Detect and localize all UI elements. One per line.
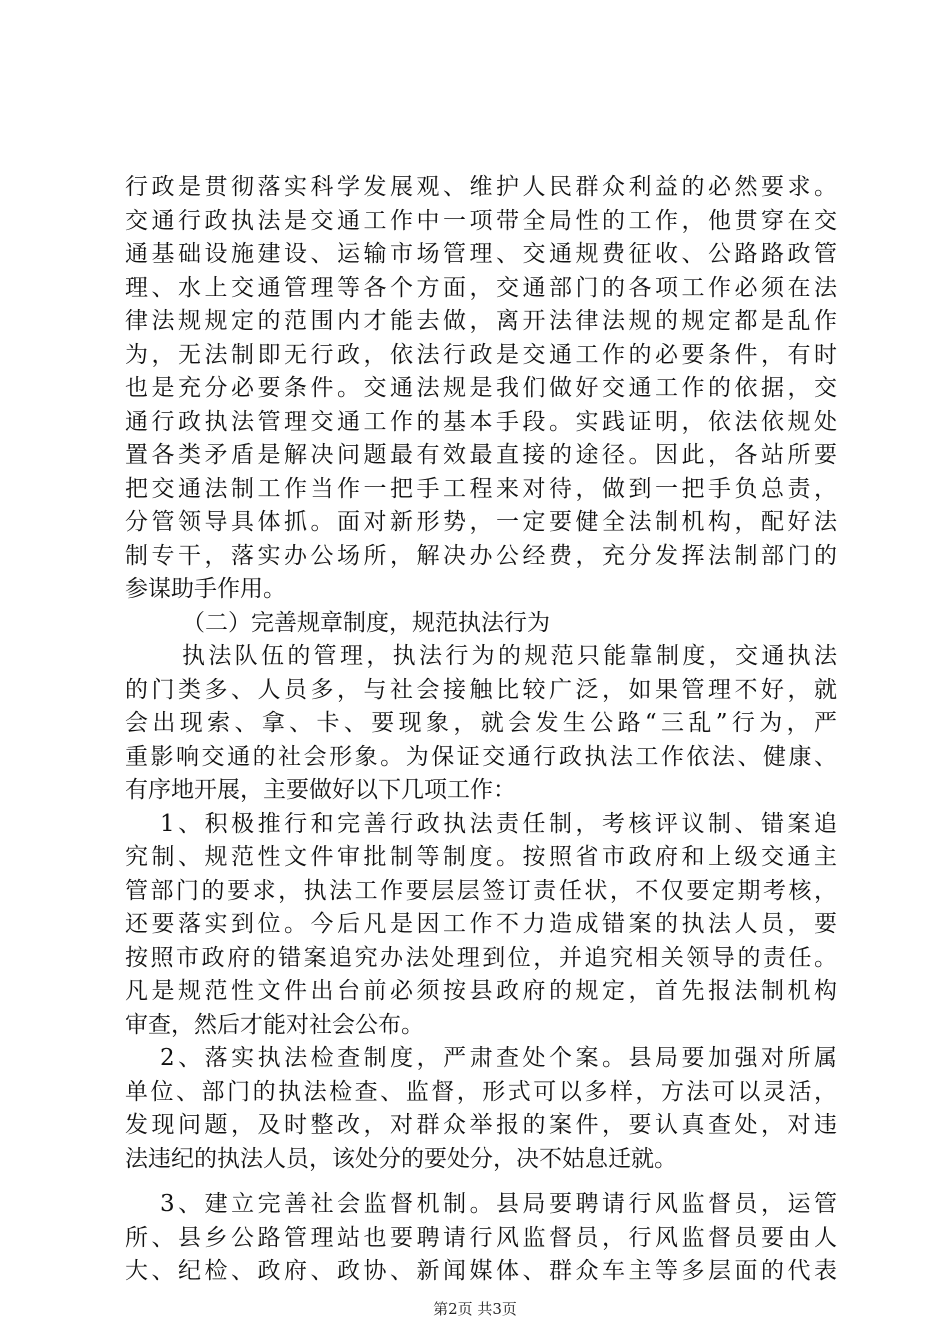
- text-line: 按照市政府的错案追究办法处理到位，并追究相关领导的责任。: [125, 944, 837, 971]
- text-line: 3、建立完善社会监督机制。县局要聘请行风监督员，运管: [160, 1191, 837, 1217]
- text-line: 的门类多、人员多，与社会接触比较广泛，如果管理不好，就: [125, 676, 837, 703]
- section-heading: （二）完善规章制度，规范执法行为: [182, 609, 550, 636]
- text-line: 大、纪检、政府、政协、新闻媒体、群众车主等多层面的代表: [125, 1258, 837, 1284]
- text-line: 还要落实到位。今后凡是因工作不力造成错案的执法人员，要: [125, 911, 837, 937]
- text-line: 通行政执法管理交通工作的基本手段。实践证明，依法依规处: [125, 408, 837, 435]
- text-line: 1、积极推行和完善行政执法责任制，考核评议制、错案追: [160, 810, 837, 837]
- page-footer: 第2页 共3页: [433, 1300, 517, 1318]
- text-line: 所、县乡公路管理站也要聘请行风监督员，行风监督员要由人: [125, 1224, 837, 1251]
- text-line: 理、水上交通管理等各个方面，交通部门的各项工作必须在法: [125, 274, 837, 301]
- text-line: 2、落实执法检查制度，严肃查处个案。县局要加强对所属: [160, 1045, 837, 1071]
- text-line: 审查，然后才能对社会公布。: [125, 1011, 424, 1038]
- text-line: 凡是规范性文件出台前必须按县政府的规定，首先报法制机构: [125, 978, 837, 1004]
- text-line: 法违纪的执法人员，该处分的要处分，决不姑息迁就。: [125, 1145, 677, 1172]
- text-line: 通基础设施建设、运输市场管理、交通规费征收、公路路政管: [125, 241, 837, 267]
- text-line: 管部门的要求，执法工作要层层签订责任状，不仅要定期考核，: [125, 877, 837, 904]
- text-line: 律法规规定的范围内才能去做，离开法律法规的规定都是乱作: [125, 308, 837, 334]
- text-line: 为，无法制即无行政，依法行政是交通工作的必要条件，有时: [125, 341, 837, 368]
- text-line: 有序地开展，主要做好以下几项工作：: [125, 777, 516, 803]
- text-line: 置各类矛盾是解决问题最有效最直接的途径。因此，各站所要: [125, 442, 837, 468]
- text-line: 重影响交通的社会形象。为保证交通行政执法工作依法、健康、: [125, 743, 837, 770]
- text-line: 行政是贯彻落实科学发展观、维护人民群众利益的必然要求。: [125, 174, 837, 200]
- text-line: 也是充分必要条件。交通法规是我们做好交通工作的依据，交: [125, 375, 837, 401]
- text-line: 把交通法制工作当作一把手工程来对待，做到一把手负总责，: [125, 475, 837, 502]
- text-line: 单位、部门的执法检查、监督，形式可以多样，方法可以灵活，: [125, 1078, 837, 1105]
- text-line: 分管领导具体抓。面对新形势，一定要健全法制机构，配好法: [125, 509, 837, 535]
- document-body: [125, 171, 837, 1289]
- text-line: 制专干，落实办公场所，解决办公经费，充分发挥法制部门的: [125, 542, 837, 569]
- text-line: 交通行政执法是交通工作中一项带全局性的工作，他贯穿在交: [125, 207, 837, 234]
- text-line: 究制、规范性文件审批制等制度。按照省市政府和上级交通主: [125, 844, 837, 870]
- paragraph-gap: [125, 1176, 837, 1188]
- text-line: 发现问题，及时整改，对群众举报的案件，要认真查处，对违: [125, 1112, 837, 1138]
- text-line: 参谋助手作用。: [125, 576, 286, 602]
- text-line: 执法队伍的管理，执法行为的规范只能靠制度，交通执法: [182, 643, 837, 669]
- text-line: 会出现索、拿、卡、要现象，就会发生公路“三乱”行为，严: [125, 710, 837, 736]
